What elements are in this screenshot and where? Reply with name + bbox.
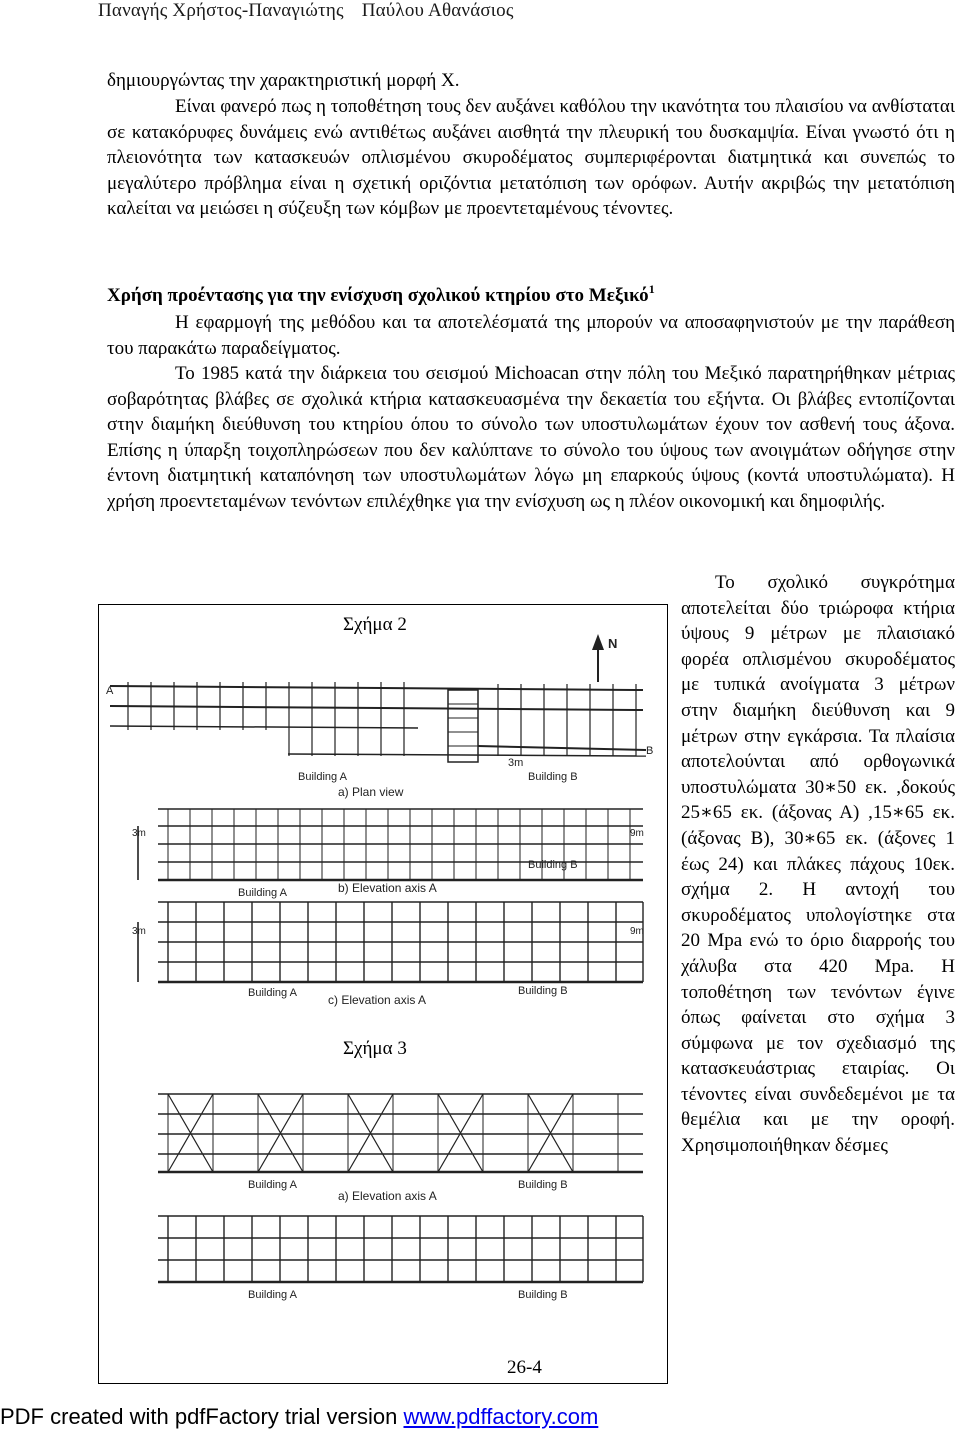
fig3-building-a-2: Building A [248,1289,297,1301]
elev-c-building-a: Building A [248,987,297,999]
fig3-building-b: Building B [518,1179,568,1191]
elev-b-h2: 9m [630,828,644,839]
header-author-2: Παύλου Αθανάσιος [361,0,514,21]
figure-2-caption: Σχήμα 2 [343,614,407,635]
elev-c-h3: 3m [132,926,146,937]
figure-drawing [98,604,668,1384]
pdf-footer [0,1404,598,1430]
right-column-text [681,570,955,1159]
header-author-1: Παναγής Χρήστος-Παναγιώτης [98,0,344,21]
figure-3-caption: Σχήμα 3 [343,1038,407,1059]
running-header [98,0,514,22]
elev-c-h4: 9m [630,926,644,937]
plan-building-a-label: Building A [298,771,347,783]
footer-text: PDF created with pdfFactory trial version [0,1404,404,1429]
page-number: 26-4 [507,1357,542,1378]
elev-b-caption: b) Elevation axis A [338,881,437,895]
section-paragraph-2: Το 1985 κατά την διάρκεια του σεισμού Michoacan στην πόλη του Μεξικό παρατηρήθηκαν μέτριας σοβαρότητας βλάβες σε σχολικά κτήρια κατασκευασμένα την δεκαετία του εξήντα. Οι βλάβες εντοπίζονται στην διαμήκη διεύθυνση του κτηρίου όπου το σύνολο των υποστυλωμάτων έχουν τον ασθενή τους άξονα. Επίσης η ύπαρξη τοιχοπληρώσεων που δεν καλύπτανε το σύνολο του ύψους των ανοιγμάτων οδήγησε στην έντονη διατμητική καταπόνηση των υποστυλωμάτων λόγω μη επαρκούς ύψους (κοντά υποστυλώματα). Η χρήση προεντεταμένων τενόντων επιλέχθηκε για την ενίσχυση ως η πλέον οικονομική και δημοφιλής. [107,363,955,512]
elev-c-building-b: Building B [518,985,568,997]
section-paragraph-1: Η εφαρμογή της μεθόδου και τα αποτελέσματά της μπορούν να αποσαφηνιστούν με την παράθεση του παρακάτω παραδείγματος. [107,312,955,359]
plan-axis-a-label: A [106,685,114,697]
intro-paragraph: Είναι φανερό πως η τοποθέτηση τους δεν αυξάνει καθόλου την ικανότητα του πλαισίου να ανθίσταται σε κατακόρυφες δυνάμεις ενώ αντιθέτως αυξάνει αισθητά την πλευρική του δυσκαμψία. Είναι γνωστό ότι η πλειονότητα των κατασκευών οπλισμένου σκυροδέματος συμπεριφέρονται διατμητικά και συνεπώς το μεγαλύτερο πρόβλημα είναι η σχετική οριζόντια μετατόπιση των ορόφων. Αυτήν ακριβώς την μετατόπιση καλείται να μειώσει η σύζευξη των κόμβων με προεντεταμένους τένοντες. [107,96,955,220]
elev-b-building-b: Building B [528,859,578,871]
intro-line: δημιουργώντας την χαρακτηριστική μορφή Χ. [107,70,460,91]
span-label: 3m [508,757,524,769]
plan-building-b-label: Building B [528,771,578,783]
figure-block [98,604,668,1384]
fig3-building-b-2: Building B [518,1289,568,1301]
north-label: N [608,636,618,651]
fig3-caption: a) Elevation axis A [338,1189,437,1203]
elev-c-caption: c) Elevation axis A [328,993,427,1007]
section-heading [107,282,655,307]
footer-link[interactable]: www.pdffactory.com [403,1404,599,1429]
footnote-mark: 1 [648,282,655,296]
elev-b-building-a: Building A [238,887,287,899]
elev-b-h1: 3m [132,828,146,839]
plan-view-caption: a) Plan view [338,785,404,799]
fig3-building-a: Building A [248,1179,297,1191]
plan-axis-b-label: B [646,745,654,757]
section-heading-text: Χρήση προέντασης για την ενίσχυση σχολικού κτηρίου στο Μεξικό [107,285,649,306]
right-column-paragraph: Το σχολικό συγκρότημα αποτελείται δύο τριώροφα κτήρια ύψους 9 μέτρων με πλαισιακό φορέα οπλισμένου σκυροδέματος με τυπικά ανοίγματα 3 μέτρων στην διαμήκη διεύθυνση και 9 μέτρων στην εγκάρσια. Τα πλαίσια αποτελούνται από ορθογωνικά υποστυλώματα 30∗50 εκ. ,δοκούς 25∗65 εκ. (άξονας Α) ,15∗65 εκ. (άξονας Β), 30∗65 εκ. (άξονες 1 έως 24) και πλάκες πάχους 10εκ. σχήμα 2. Η αντοχή του σκυροδέματος υπολογίστηκε στα 20 Mpa ενώ το όριο διαρροής του χάλυβα στα 420 Mpa. Η τοποθέτηση των τενόντων έγινε όπως φαίνεται στο σχήμα 3 σύμφωνα με τον σχεδιασμό της κατασκευάστριας εταιρίας. Οι τένοντες είναι συνδεδεμένοι με τα θεμέλια και με την οροφή. Χρησιμοποιήθηκαν δέσμες [681,572,955,1157]
